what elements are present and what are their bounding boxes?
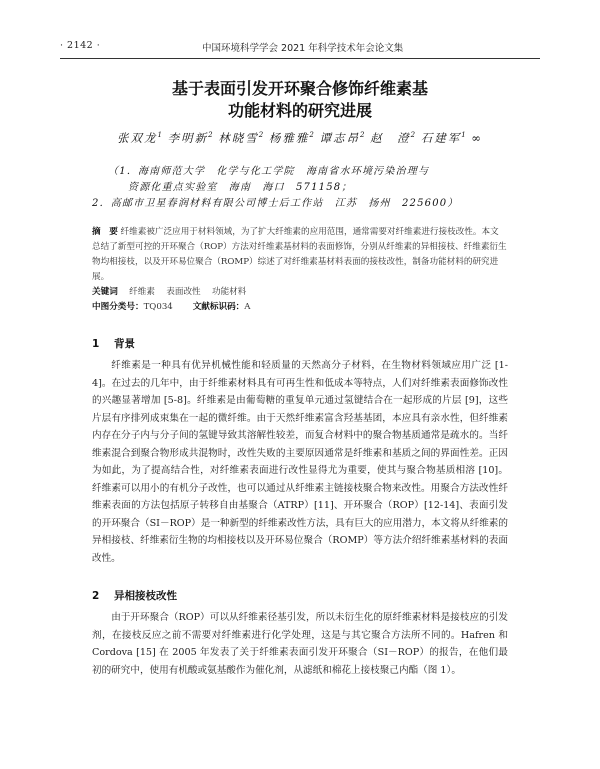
doc-code-label: 文献标识码： [192, 302, 245, 312]
keywords-label: 关键词 [92, 287, 118, 297]
clc-label: 中图分类号： [92, 302, 144, 312]
section-heading [92, 336, 135, 351]
abstract-text: 纤维素被广泛应用于材料领域，为了扩大纤维素的应用范围，通常需要对纤维素进行接枝改性。本文总结了新型可控的开环聚合（ROP）方法对纤维素基材料的表面修饰，分别从纤维素的异相接枝、纤维素衍生物均相接枝，以及开环易位聚合（ROMP）综述了对纤维素基材料表面的接枝改性，制备功能材料的研究进展。 [92, 227, 507, 282]
author-name: 赵 澄 [370, 131, 411, 145]
corresponding-mark: ∞ [471, 131, 483, 145]
author-name: 杨雅雅 [268, 131, 310, 145]
keyword: 表面改性 [166, 287, 201, 297]
affiliation-line: （1．海南师范大学 化学与化工学院 海南省水环境污染治理与 [108, 166, 430, 177]
header-rule [60, 58, 540, 59]
section-body [92, 357, 508, 567]
section-heading [92, 588, 177, 603]
author-affiliation-mark: 2 [258, 131, 264, 140]
abstract-label: 摘 要 [92, 227, 118, 237]
abstract-block [92, 225, 507, 315]
paragraph: 纤维素是一种具有优异机械性能和轻质量的天然高分子材料，在生物材料领域应用广泛 [1-4]。在过去的几年中，由于纤维素材料具有可再生性和低成本等特点，人们对纤维素表面修饰改性的兴趣显著增加 [5-8]。纤维素是由葡萄糖的重复单元通过氢键结合在一起形成的片层 [9]，这些片层有序排列成束集在一起的微纤维。由于天然纤维素富含羟基基团，本应具有亲水性，但纤维素内存在分子内与分子间的氢键导致其溶解性较差，而复合材料中的聚合物基质通常是疏水的。当纤维素混合到聚合物形成共混物时，改性失败的主要原因通常是纤维素和基质之间的界面性差。正因为如此，为了提高结合性，对纤维素表面进行改性显得尤为重要，使其与聚合物基质相溶 [10]。纤维素可以用小的有机分子改性，也可以通过从纤维素主链接枝聚合物来改性。用聚合方法改性纤维素表面的方法包括原子转移自由基聚合（ATRP）[11]、开环聚合（ROP）[12-14]、表面引发的开环聚合（SI－ROP）是一种新型的纤维素改性方法，具有巨大的应用潜力，本文将从纤维素的异相接枝、纤维素衍生物的均相接枝以及开环易位聚合（ROMP）等方法介绍纤维素基材料的表面改性。 [92, 360, 508, 564]
author-affiliation-mark: 2 [208, 131, 213, 140]
paragraph: 由于开环聚合（ROP）可以从纤维素径基引发，所以未衍生化的原纤维素材料是接枝应的引发剂，在接枝反应之前不需要对纤维素进行化学处理，这是与其它聚合方法所不同的。Hafren 和 Cordova [15] 在 2005 年发表了关于纤维素表面引发开环聚合（SI－ROP）的报告，在他们最初的研究中，使用有机酸或氨基酸作为催化剂，从滤纸和棉花上接枝聚己内酯（图 1）。 [92, 612, 508, 676]
section-title: 背景 [114, 338, 135, 350]
author-name: 张双龙 [117, 131, 158, 145]
author-affiliation-mark: 2 [360, 131, 365, 140]
author-affiliation-mark: 1 [157, 131, 162, 140]
running-header [60, 40, 540, 54]
author-list [60, 130, 540, 146]
section-number: 2 [92, 590, 100, 602]
section-body [92, 609, 508, 679]
affiliation-line: 资源化重点实验室 海南 海口 571158； [128, 182, 353, 193]
doc-code-value: A [244, 302, 251, 312]
affiliation-line: 2．高邮市卫星春润材料有限公司博士后工作站 江苏 扬州 225600） [92, 198, 459, 209]
keyword: 功能材料 [211, 287, 247, 297]
author-affiliation-mark: 1 [461, 131, 466, 140]
page-number: · 2142 · [60, 40, 101, 51]
abstract [92, 225, 507, 285]
title-line: 基于表面引发开环聚合修饰纤维素基 [171, 79, 428, 98]
author-affiliation-mark: 2 [410, 131, 416, 140]
running-title: 中国环境科学学会 2021 年科学技术年会论文集 [202, 43, 404, 54]
section-number: 1 [92, 338, 100, 350]
keywords-line [92, 285, 507, 300]
keyword: 纤维素 [129, 287, 155, 297]
classification-line [92, 300, 507, 315]
clc-value: TQ034 [143, 302, 173, 312]
section-title: 异相接枝改性 [114, 590, 177, 602]
author-name: 李明新 [167, 131, 209, 145]
paper-title [60, 78, 540, 122]
title-line: 功能材料的研究进展 [227, 101, 372, 120]
author-name: 谭志昂 [319, 131, 361, 145]
author-affiliation-mark: 2 [309, 131, 314, 140]
author-name: 林晓雪 [218, 131, 259, 145]
author-name: 石建军 [420, 131, 462, 145]
